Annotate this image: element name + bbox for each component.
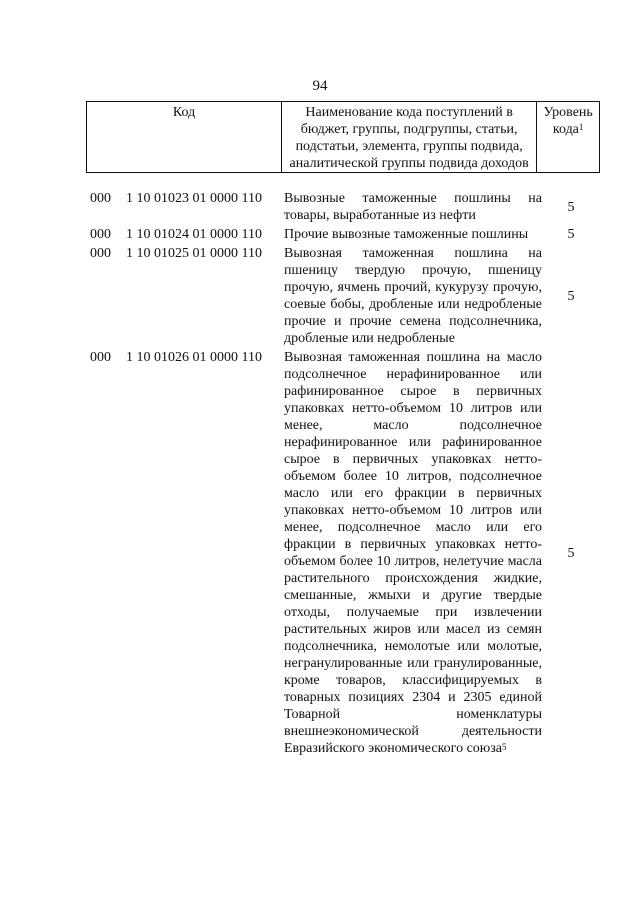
row-level: 5: [567, 545, 575, 561]
row-prefix: 000: [90, 246, 111, 261]
header-code: [87, 102, 282, 173]
row-name-text: Вывозная таможенная пошлина на масло подсолнечное нерафинированное или рафинированное сырое в первичных упаковках нетто-объемом 10 литров или менее, масло подсолнечное нерафинированное или рафинированное сырое в первичных упаковках нетто-объемом более 10 литров, подсолнечное масло или его фракции в первичных упаковках нетто-объемом 10 литров или менее, подсолнечное масло или его фракции в первичных упаковках нетто-объемом более 10 литров, нелетучие масла растительного происхождения жидкие, смешанные, жмыхи и другие твердые отходы, получаемые при извлечении растительных жиров или масел из семян подсолнечника, немолотые или молотые, негранулированные или гранулированные, кроме товаров, классифицируемых в товарных позициях 2304 и 2305 единой Товарной номенклатуры внешнеэкономической деятельности Евразийского экономического союза: [284, 350, 542, 756]
page-number: 94: [312, 78, 328, 94]
table-header: [86, 101, 600, 173]
table-row: [86, 349, 600, 757]
row-name: Прочие вывозные таможенные пошлины: [284, 227, 529, 242]
table-row: [86, 226, 600, 243]
row-prefix: 000: [90, 350, 111, 365]
header-level: [537, 102, 600, 173]
header-name-label: Наименование кода поступлений в бюджет, группы, подгруппы, статьи, подстатьи, элемента, группы подвида, аналитической группы подвида доходов: [289, 105, 529, 171]
row-code: 1 10 01023 01 0000 110: [126, 191, 262, 206]
row-name-footnote: 5: [501, 742, 507, 752]
row-name: [284, 349, 542, 757]
row-code: 1 10 01024 01 0000 110: [126, 227, 262, 242]
row-code: 1 10 01026 01 0000 110: [126, 350, 262, 365]
row-prefix: 000: [90, 191, 111, 206]
header-level-footnote: 1: [578, 122, 584, 132]
table-row: [86, 245, 600, 347]
row-level: 5: [567, 199, 575, 215]
row-name: Вывозные таможенные пошлины на товары, выработанные из нефти: [284, 191, 542, 223]
header-level-label: Уровень кода: [543, 105, 593, 137]
row-prefix: 000: [90, 227, 111, 242]
code-list: [86, 190, 600, 757]
row-name: Вывозная таможенная пошлина на пшеницу твердую прочую, пшеницу прочую, ячмень прочий, кукурузу прочую, соевые бобы, дробленые или недробленые прочие и прочие семена подсолнечника, дробленые или недробленые: [284, 246, 542, 346]
table-row: [86, 190, 600, 224]
header-code-label: Код: [172, 105, 196, 120]
row-code: 1 10 01025 01 0000 110: [126, 246, 262, 261]
header-name: [282, 102, 537, 173]
row-level: 5: [567, 288, 575, 304]
row-level: 5: [567, 227, 575, 242]
